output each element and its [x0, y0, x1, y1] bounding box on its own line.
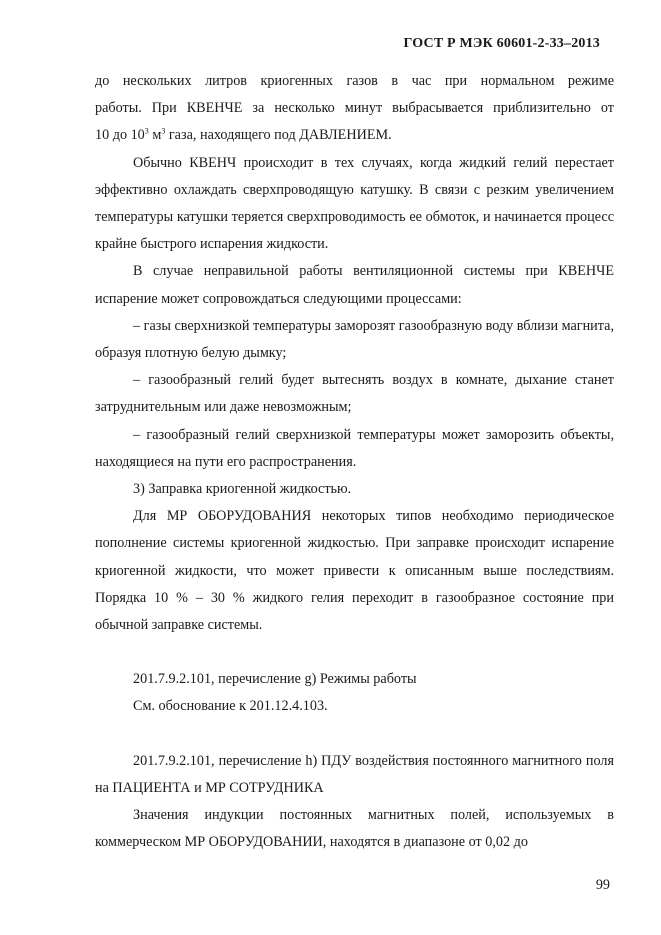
paragraph-quench-cause: Обычно КВЕНЧ происходит в тех случаях, когда жидкий гелий перестает эффективно охлаждать сверхпроводящую катушку. В связи с резким увеличением температуры катушки теряется сверхпроводимость ее обмоток, и начинается процесс крайне быстрого испарения жидкости.: [95, 154, 614, 253]
paragraph-line: работы. При КВЕНЧЕ за несколько минут выбрасывается приблизительно от: [95, 100, 614, 117]
page-content: [95, 68, 614, 856]
list-item: – газы сверхнизкой температуры заморозят газообразную воду вблизи магнита, образуя плотную белую дымку;: [95, 317, 614, 362]
section-text: См. обоснование к 201.12.4.103.: [133, 698, 328, 715]
document-header: ГОСТ Р МЭК 60601-2-33–2013: [403, 36, 600, 51]
paragraph-line: 10 до $10^3$ $м^3$ газа, находящего под ДАВЛЕНИЕМ.: [95, 126, 392, 144]
paragraph-item-heading: 3) Заправка криогенной жидкостью.: [133, 481, 352, 498]
section-heading: 201.7.9.2.101, перечисление h) ПДУ воздействия постоянного магнитного поля на ПАЦИЕНТА и МР СОТРУДНИКА: [95, 752, 614, 796]
page-number: 99: [595, 877, 610, 893]
list-item: – газообразный гелий сверхнизкой температуры может заморозить объекты, находящиеся на пути его распространения.: [95, 426, 614, 470]
paragraph-refill: Для МР ОБОРУДОВАНИЯ некоторых типов необходимо периодическое пополнение системы криогенной жидкостью. При заправке происходит испарение криогенной жидкости, что может привести к описанным выше последствиям. Порядка 10 % – 30 % жидкого гелия переходит в газообразное состояние при обычной заправке системы.: [95, 508, 614, 634]
paragraph-line: до нескольких литров криогенных газов в час при нормальном режиме: [95, 73, 614, 89]
paragraph-ventilation: В случае неправильной работы вентиляционной системы при КВЕНЧЕ испарение может сопровождаться следующими процессами:: [95, 263, 614, 307]
section-text: Значения индукции постоянных магнитных полей, используемых в коммерческом МР ОБОРУДОВАНИИ, находятся в диапазоне от 0,02 до: [95, 807, 614, 851]
section-heading: 201.7.9.2.101, перечисление g) Режимы работы: [133, 671, 417, 688]
list-item: – газообразный гелий будет вытеснять воздух в комнате, дыхание станет затруднительным или даже невозможным;: [95, 372, 614, 416]
paragraph-continuation: [95, 68, 614, 150]
